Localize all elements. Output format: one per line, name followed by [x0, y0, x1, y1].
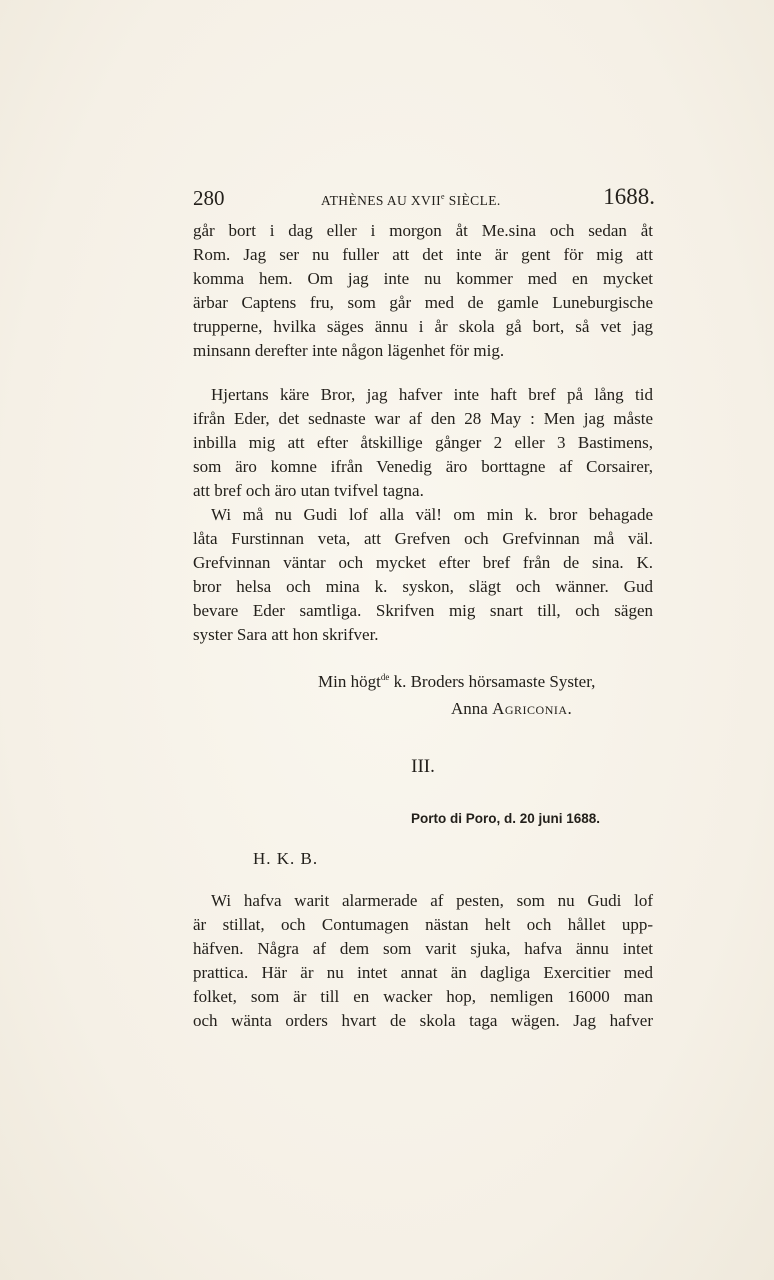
text-line: Hjertans käre Bror, jag hafver inte haft bref på lång tid — [211, 385, 653, 404]
running-title-end: SIÈCLE. — [444, 193, 501, 208]
text-line: och wänta orders hvart de skola taga wägen. Jag hafver — [193, 1011, 653, 1030]
text-line: ärbar Captens fru, som går med de gamle Luneburgische — [193, 293, 653, 312]
signature-last: Agriconia. — [492, 699, 573, 718]
closing-line — [318, 666, 653, 693]
text-line: Wi hafva warit alarmerade af pesten, som nu Gudi lof — [211, 891, 653, 910]
text-line: ifrån Eder, det sednaste war af den 28 May : Men jag måste — [193, 409, 653, 428]
text-line: komma hem. Om jag inte nu kommer med en mycket — [193, 269, 653, 288]
running-title — [321, 192, 501, 209]
section-number: III. — [411, 756, 435, 777]
text-line: trupperne, hvilka säges ännu i år skola gå bort, så vet jag — [193, 317, 653, 336]
header-year: 1688. — [603, 184, 655, 209]
text-line: minsann derefter inte någon lägenhet för mig. — [193, 341, 505, 360]
text-line: bror helsa och mina k. syskon, slägt och wänner. Gud — [193, 577, 653, 596]
text-line: prattica. Här är nu intet annat än dagliga Exercitier med — [193, 963, 653, 982]
signature-first: Anna — [451, 699, 493, 718]
text-line: som äro komne ifrån Venedig äro borttagne af Corsairer, — [193, 457, 653, 476]
running-title-text: ATHÈNES AU XVII — [321, 193, 441, 208]
text-line: att bref och äro utan tvifvel tagna. — [193, 481, 424, 500]
text-line: Wi må nu Gudi lof alla väl! om min k. bror behagade — [211, 505, 653, 524]
text-line: Grefvinnan väntar och mycket efter bref från de sina. K. — [193, 553, 653, 572]
text-line: häfven. Några af dem som varit sjuka, hafva ännu intet — [193, 939, 653, 958]
text-line: Rom. Jag ser nu fuller att det inte är gent för mig att — [193, 245, 653, 264]
salutation: H. K. B. — [253, 849, 319, 868]
text-line: går bort i dag eller i morgon åt Me.sina och sedan åt — [193, 221, 653, 240]
dateline: Porto di Poro, d. 20 juni 1688. — [411, 811, 601, 826]
text-line: inbilla mig att efter åtskillige gånger 2 eller 3 Bastimens, — [193, 433, 653, 452]
running-header — [193, 184, 655, 214]
signature — [451, 698, 631, 720]
page-number: 280 — [193, 186, 225, 210]
closing-start: Min högt — [318, 672, 381, 691]
text-line: bevare Eder samtliga. Skrifven mig snart till, och sägen — [193, 601, 653, 620]
closing-end: k. Broders hörsamaste Syster, — [389, 672, 596, 691]
text-line: låta Furstinnan veta, att Grefven och Grefvinnan må väl. — [193, 529, 653, 548]
text-line: syster Sara att hon skrifver. — [193, 625, 379, 644]
text-line: folket, som är till en wacker hop, nemligen 16000 man — [193, 987, 653, 1006]
text-line: är stillat, och Contumagen nästan helt och hållet upp- — [193, 915, 653, 934]
closing-sup: de — [380, 672, 390, 682]
running-title-sup: e — [441, 192, 445, 201]
